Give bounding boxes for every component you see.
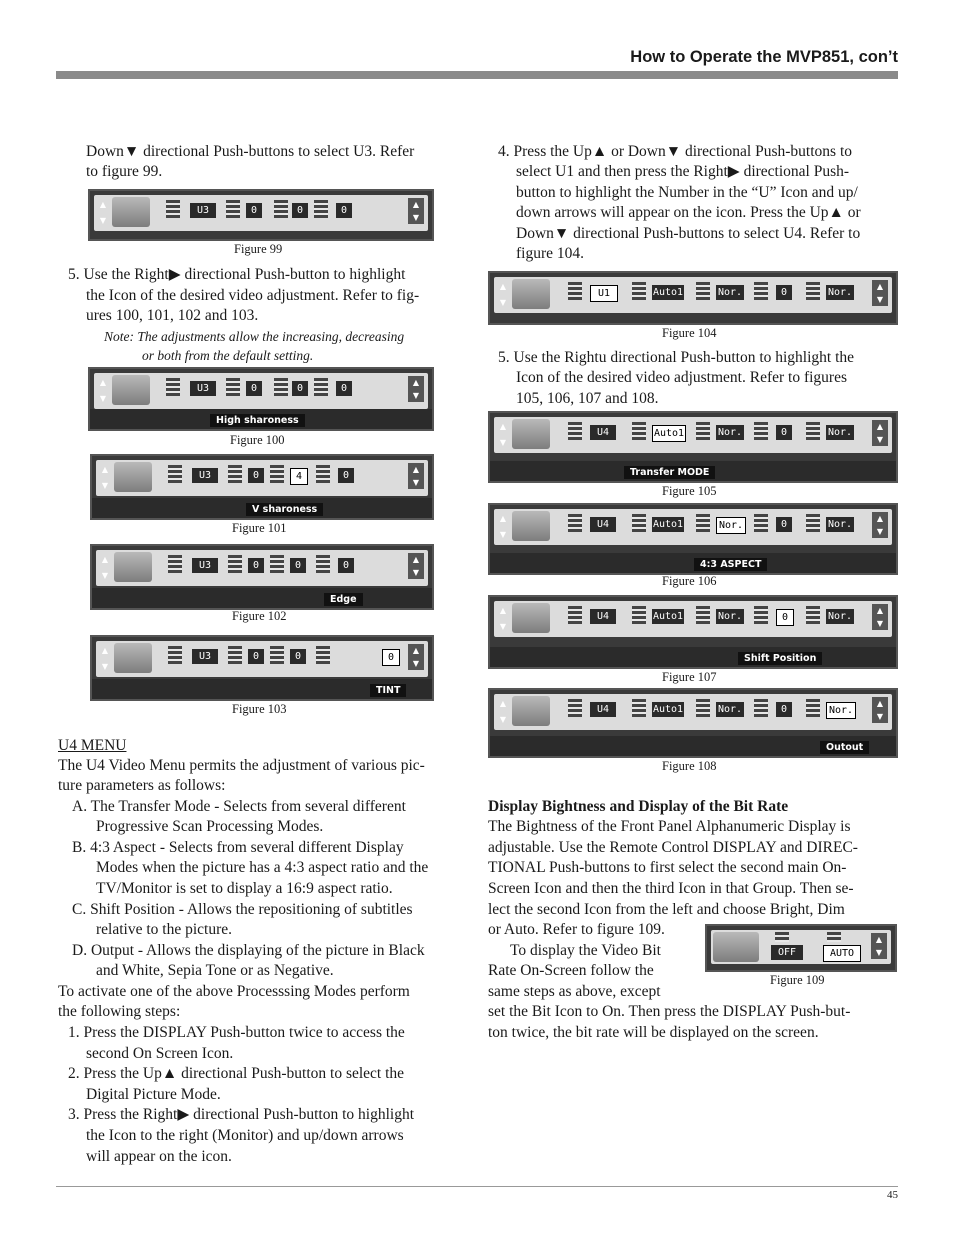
osd-value: 0 — [248, 558, 264, 573]
osd-value: Nor. — [717, 427, 743, 438]
osd-icon — [806, 422, 820, 440]
figure-103 — [90, 635, 434, 701]
osd-value: Auto1 — [652, 704, 684, 715]
right-text: down arrows will appear on the icon. Press the Up▲ or — [516, 204, 861, 221]
osd-value: Auto1 — [652, 611, 684, 622]
up-down-icon: ▲ ▼ — [871, 933, 887, 959]
osd-value: Nor. — [716, 517, 746, 534]
osd-icon — [632, 282, 646, 300]
osd-value: 0 — [338, 558, 354, 573]
osd-icon — [696, 699, 710, 717]
osd-value: 0 — [292, 203, 308, 218]
arrows-icon: ▲ ▼ — [499, 699, 507, 724]
left-text: the Icon of the desired video adjustment. Refer to fig- — [86, 287, 420, 304]
osd-value: U3 — [192, 468, 218, 483]
osd-value: 0 — [338, 468, 354, 483]
osd-icon — [696, 282, 710, 300]
osd-value: U4 — [590, 517, 616, 532]
osd-logo-icon — [512, 419, 550, 449]
osd-logo-icon — [114, 643, 152, 673]
left-text: D. Output - Allows the displaying of the picture in Black — [72, 942, 425, 959]
osd-icon — [166, 200, 180, 218]
osd-icon — [754, 282, 768, 300]
osd-label: High sharoness — [210, 414, 305, 427]
osd-icon — [775, 932, 789, 942]
osd-value: Auto1 — [652, 287, 684, 298]
figure-caption: Figure 102 — [232, 609, 287, 623]
osd-value: 0 — [382, 649, 400, 666]
up-down-icon: ▲ ▼ — [408, 198, 424, 224]
osd-value: AUTO — [823, 945, 861, 962]
osd-value: Auto1 — [652, 425, 686, 442]
figure-108 — [488, 688, 898, 758]
figure-caption: Figure 107 — [662, 670, 717, 684]
osd-value: U4 — [590, 425, 616, 440]
osd-value: Nor. — [827, 519, 853, 530]
left-text: to figure 99. — [86, 163, 163, 180]
right-text: Screen Icon and then the third Icon in that Group. Then se- — [488, 880, 854, 897]
left-text: The U4 Video Menu permits the adjustment of various pic- — [58, 757, 425, 774]
right-text: To display the Video Bit — [510, 942, 661, 959]
right-text: lect the second Icon from the left and choose Bright, Dim — [488, 901, 845, 918]
osd-value: Nor. — [826, 702, 856, 719]
osd-label: Shift Position — [738, 652, 822, 665]
up-down-icon: ▲ ▼ — [872, 604, 888, 630]
osd-icon — [274, 200, 288, 218]
osd-value: 0 — [336, 381, 352, 396]
osd-value: U4 — [590, 609, 616, 624]
right-text: 5. Use the Rightu directional Push-button to highlight the — [498, 349, 855, 366]
osd-value: Nor. — [717, 287, 743, 298]
left-text: A. The Transfer Mode - Selects from several different — [72, 798, 406, 815]
left-text: TV/Monitor is set to display a 16:9 aspect ratio. — [96, 880, 393, 897]
osd-value: 0 — [292, 381, 308, 396]
figure-caption: Figure 100 — [230, 433, 285, 447]
left-text: ures 100, 101, 102 and 103. — [86, 307, 259, 324]
osd-icon — [314, 378, 328, 396]
osd-value: 4 — [290, 468, 308, 485]
osd-value: 0 — [776, 285, 792, 300]
osd-label: 4:3 ASPECT — [694, 558, 767, 571]
arrows-icon: ▲ ▼ — [101, 555, 109, 580]
osd-logo-icon — [512, 511, 550, 541]
up-down-icon: ▲ ▼ — [872, 512, 888, 538]
osd-value: 0 — [246, 381, 262, 396]
left-text: second On Screen Icon. — [86, 1045, 234, 1062]
figure-caption: Figure 108 — [662, 759, 717, 773]
osd-icon — [314, 200, 328, 218]
note-text: Note: The adjustments allow the increasing, decreasing — [104, 329, 405, 344]
osd-label: Outout — [820, 741, 869, 754]
left-text: 3. Press the Right▶ directional Push-button to highlight — [68, 1106, 415, 1123]
osd-icon — [168, 465, 182, 483]
arrows-icon: ▲ ▼ — [499, 282, 507, 307]
osd-icon — [806, 699, 820, 717]
left-text: will appear on the icon. — [86, 1148, 232, 1165]
osd-logo-icon — [512, 696, 550, 726]
osd-icon — [228, 555, 242, 573]
osd-value: OFF — [771, 945, 803, 960]
arrows-icon: ▲ ▼ — [499, 422, 507, 447]
osd-value: 0 — [776, 517, 792, 532]
osd-value: U3 — [192, 558, 218, 573]
osd-value: U1 — [590, 285, 618, 302]
osd-icon — [754, 514, 768, 532]
right-text: Rate On-Screen follow the — [488, 962, 654, 979]
osd-icon — [632, 606, 646, 624]
left-text: C. Shift Position - Allows the repositioning of subtitles — [72, 901, 413, 918]
right-text: The Bightness of the Front Panel Alphanumeric Display is — [488, 818, 851, 835]
arrows-icon: ▲ ▼ — [499, 514, 507, 539]
osd-icon — [168, 646, 182, 664]
figure-102 — [90, 544, 434, 610]
osd-icon — [228, 465, 242, 483]
osd-icon — [806, 282, 820, 300]
right-text: same steps as above, except — [488, 983, 661, 1000]
osd-value: 0 — [290, 558, 306, 573]
osd-logo-icon — [112, 375, 150, 405]
left-text: 5. Use the Right▶ directional Push-button to highlight — [68, 266, 406, 283]
figure-caption: Figure 109 — [770, 973, 825, 987]
figure-104 — [488, 271, 898, 325]
arrows-icon: ▲ ▼ — [101, 465, 109, 490]
osd-value: 0 — [290, 649, 306, 664]
right-text: 105, 106, 107 and 108. — [516, 390, 659, 407]
right-text: set the Bit Icon to On. Then press the DISPLAY Push-but- — [488, 1003, 851, 1020]
right-text: figure 104. — [516, 245, 585, 262]
osd-label: TINT — [370, 684, 406, 697]
right-text: Down▼ directional Push-buttons to select U4. Refer to — [516, 225, 861, 242]
left-text: relative to the picture. — [96, 921, 232, 938]
figure-106 — [488, 503, 898, 575]
osd-value: 0 — [248, 468, 264, 483]
left-text: ture parameters as follows: — [58, 777, 226, 794]
figure-caption: Figure 104 — [662, 326, 717, 340]
osd-icon — [754, 699, 768, 717]
footer-rule — [56, 1186, 898, 1187]
osd-icon — [632, 699, 646, 717]
osd-logo-icon — [512, 603, 550, 633]
figure-107 — [488, 595, 898, 669]
osd-icon — [270, 646, 284, 664]
header-rule — [56, 71, 898, 79]
osd-logo-icon — [114, 552, 152, 582]
left-text: Progressive Scan Processing Modes. — [96, 818, 324, 835]
arrows-icon: ▲ ▼ — [99, 378, 107, 403]
osd-value: 0 — [246, 203, 262, 218]
left-text: B. 4:3 Aspect - Selects from several different Display — [72, 839, 404, 856]
figure-100 — [88, 367, 434, 431]
osd-value: Nor. — [827, 287, 853, 298]
osd-icon — [806, 606, 820, 624]
page-header-title: How to Operate the MVP851, con’t — [630, 48, 898, 66]
left-text: Down▼ directional Push-buttons to select U3. Refer — [86, 143, 415, 160]
figure-caption: Figure 99 — [234, 242, 283, 256]
display-heading: Display Bightness and Display of the Bit Rate — [488, 798, 789, 815]
figure-99 — [88, 189, 434, 241]
left-text: 1. Press the DISPLAY Push-button twice to access the — [68, 1024, 405, 1041]
osd-value: 0 — [248, 649, 264, 664]
osd-icon — [754, 422, 768, 440]
right-text: TIONAL Push-buttons to first select the second main On- — [488, 859, 847, 876]
up-down-icon: ▲ ▼ — [872, 697, 888, 723]
left-text: To activate one of the above Processsing Modes perform — [58, 983, 410, 1000]
right-text: or Auto. Refer to figure 109. — [488, 921, 665, 938]
osd-icon — [166, 378, 180, 396]
figure-109 — [705, 924, 897, 972]
osd-value: Auto1 — [652, 519, 684, 530]
right-text: adjustable. Use the Remote Control DISPLAY and DIREC- — [488, 839, 858, 856]
osd-icon — [568, 422, 582, 440]
osd-icon — [226, 378, 240, 396]
osd-icon — [228, 646, 242, 664]
osd-icon — [827, 932, 841, 942]
up-down-icon: ▲ ▼ — [408, 553, 424, 579]
left-text: the following steps: — [58, 1003, 181, 1020]
arrows-icon: ▲ ▼ — [99, 200, 107, 225]
osd-value: U4 — [590, 702, 616, 717]
arrows-icon: ▲ ▼ — [101, 646, 109, 671]
osd-value: Nor. — [717, 704, 743, 715]
osd-icon — [226, 200, 240, 218]
right-text: select U1 and then press the Right▶ directional Push- — [516, 163, 850, 180]
osd-value: 0 — [776, 425, 792, 440]
osd-icon — [754, 606, 768, 624]
figure-caption: Figure 101 — [232, 521, 287, 535]
osd-icon — [168, 555, 182, 573]
u4-menu-heading: U4 MENU — [58, 737, 127, 754]
osd-icon — [270, 555, 284, 573]
osd-icon — [632, 422, 646, 440]
osd-icon — [632, 514, 646, 532]
osd-icon — [274, 378, 288, 396]
osd-value: 0 — [776, 702, 792, 717]
left-text: Modes when the picture has a 4:3 aspect ratio and the — [96, 859, 429, 876]
figure-105 — [488, 411, 898, 483]
left-text: and White, Sepia Tone or as Negative. — [96, 962, 334, 979]
osd-icon — [696, 606, 710, 624]
osd-icon — [316, 646, 330, 664]
osd-label: Edge — [324, 593, 363, 606]
osd-logo-icon — [112, 197, 150, 227]
osd-logo-icon — [114, 462, 152, 492]
osd-icon — [696, 422, 710, 440]
arrows-icon: ▲ ▼ — [499, 606, 507, 631]
osd-value: Nor. — [717, 611, 743, 622]
osd-icon — [568, 606, 582, 624]
osd-icon — [568, 282, 582, 300]
up-down-icon: ▲ ▼ — [408, 463, 424, 489]
up-down-icon: ▲ ▼ — [408, 644, 424, 670]
up-down-icon: ▲ ▼ — [872, 280, 888, 306]
osd-icon — [270, 465, 284, 483]
osd-icon — [316, 555, 330, 573]
osd-logo-icon — [713, 932, 759, 962]
left-text: 2. Press the Up▲ directional Push-button to select the — [68, 1065, 405, 1082]
osd-value: U3 — [192, 649, 218, 664]
right-text: Icon of the desired video adjustment. Refer to figures — [516, 369, 847, 386]
osd-value: U3 — [190, 203, 216, 218]
figure-caption: Figure 105 — [662, 484, 717, 498]
right-text: ton twice, the bit rate will be displayed on the screen. — [488, 1024, 819, 1041]
up-down-icon: ▲ ▼ — [408, 376, 424, 402]
osd-value: 0 — [336, 203, 352, 218]
osd-icon — [316, 465, 330, 483]
right-text: button to highlight the Number in the “U” Icon and up/ — [516, 184, 858, 201]
note-text: or both from the default setting. — [142, 348, 314, 363]
osd-logo-icon — [512, 279, 550, 309]
osd-label: Transfer MODE — [624, 466, 715, 479]
osd-value: U3 — [190, 381, 216, 396]
left-text: Digital Picture Mode. — [86, 1086, 221, 1103]
figure-caption: Figure 106 — [662, 574, 717, 588]
osd-value: 0 — [776, 609, 794, 626]
osd-icon — [568, 699, 582, 717]
osd-icon — [568, 514, 582, 532]
page-number: 45 — [887, 1189, 898, 1201]
figure-caption: Figure 103 — [232, 702, 287, 716]
left-text: the Icon to the right (Monitor) and up/down arrows — [86, 1127, 404, 1144]
osd-icon — [696, 514, 710, 532]
osd-value: Nor. — [827, 427, 853, 438]
osd-value: Nor. — [827, 611, 853, 622]
up-down-icon: ▲ ▼ — [872, 420, 888, 446]
right-text: 4. Press the Up▲ or Down▼ directional Push-buttons to — [498, 143, 853, 160]
figure-101 — [90, 454, 434, 520]
osd-icon — [806, 514, 820, 532]
osd-label: V sharoness — [246, 503, 323, 516]
